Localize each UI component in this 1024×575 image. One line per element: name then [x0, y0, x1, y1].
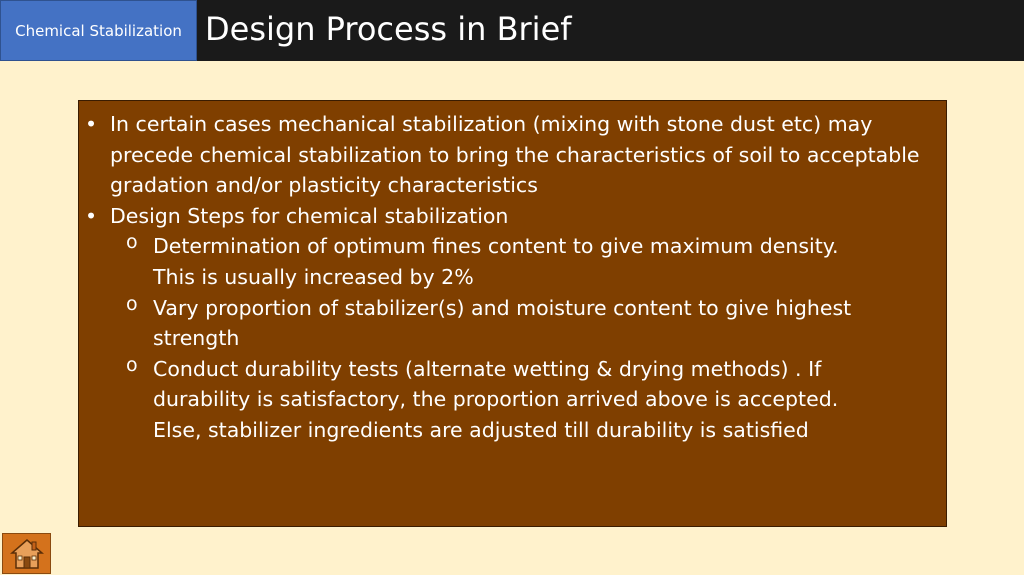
bullet-item	[79, 201, 920, 232]
bullet-item	[79, 109, 920, 201]
bullet-text: Design Steps for chemical stabilization	[110, 203, 509, 228]
bullet-marker: •	[85, 203, 98, 228]
bullet-marker: •	[85, 112, 98, 136]
content-box	[78, 100, 947, 527]
home-button[interactable]	[2, 533, 51, 574]
sub-bullet-item	[79, 293, 873, 354]
sub-bullet-text: Determination of optimum fines content to give maximum density. This is usually increased by 2%	[153, 234, 839, 289]
section-tag[interactable]: Chemical Stabilization	[0, 0, 197, 61]
slide-title: Design Process in Brief	[205, 10, 572, 48]
bullet-list	[79, 101, 946, 231]
sub-bullet-item	[79, 231, 873, 292]
sub-bullet-marker: o	[126, 292, 138, 315]
sub-bullet-marker: o	[126, 353, 138, 376]
bullet-text: In certain cases mechanical stabilization (mixing with stone dust etc) may precede chemical stabilization to bring the characteristics of soil to acceptable gradation and/or plasticity characteristics	[110, 112, 920, 198]
sub-bullet-marker: o	[126, 231, 138, 254]
home-icon	[10, 538, 44, 570]
sub-bullet-text: Conduct durability tests (alternate wetting & drying methods) . If durability is satisfactory, the proportion arrived above is accepted. Else, stabilizer ingredients are adjusted till durability is satisfied	[153, 356, 839, 442]
sub-bullet-text: Vary proportion of stabilizer(s) and moisture content to give highest strength	[153, 295, 852, 351]
sub-bullet-list	[79, 231, 946, 445]
sub-bullet-item	[79, 354, 873, 446]
